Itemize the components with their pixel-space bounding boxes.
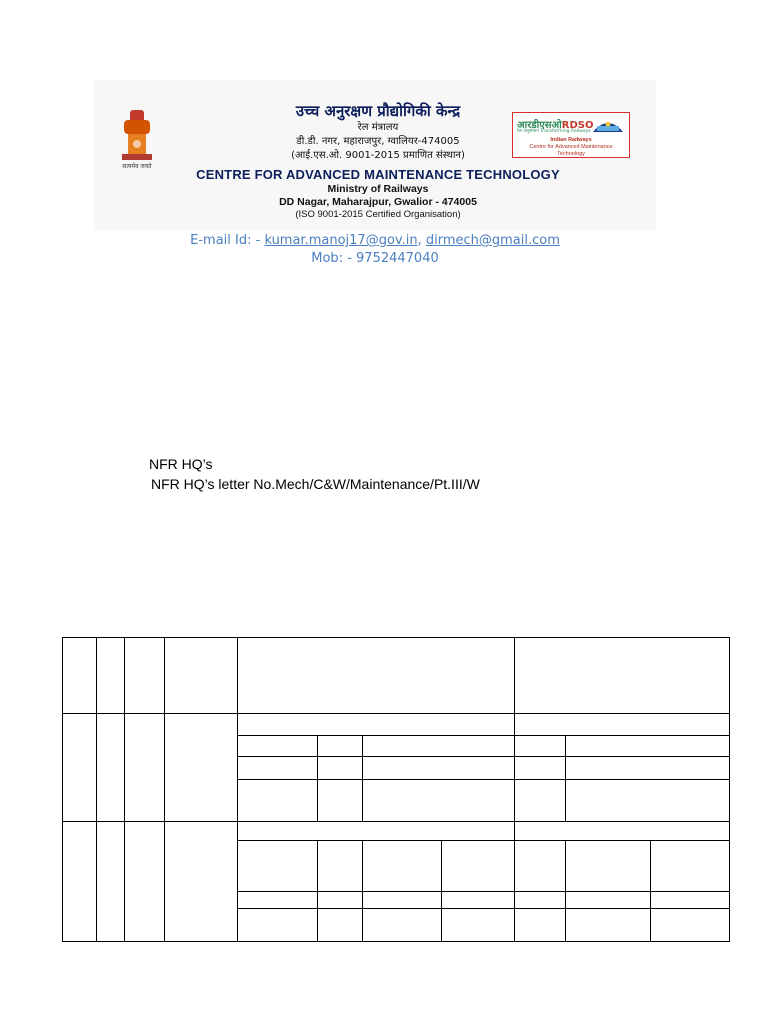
english-address: DD Nagar, Maharajpur, Gwalior - 474005 (279, 196, 477, 208)
reference-line-2: NFR HQ’s letter No.Mech/C&W/Maintenance/Pt.III/W (151, 476, 480, 492)
reference-line-1: NFR HQ’s (149, 456, 213, 472)
logo-text-english: RDSO (561, 120, 594, 131)
english-iso: (ISO 9001-2015 Certified Organisation) (295, 209, 461, 220)
email-link-secondary[interactable]: dirmech@gmail.com (425, 233, 560, 248)
english-title: CENTRE FOR ADVANCED MAINTENANCE TECHNOLOGY (196, 167, 560, 182)
mobile-line: Mob: - 9752447040 (311, 251, 439, 266)
logo-text-hindi: आरडीएसओ (517, 120, 562, 131)
hindi-title: उच्च अनुरक्षण प्रौद्योगिकी केन्द्र (295, 102, 461, 120)
emblem-caption: सत्यमेव जयते (122, 164, 152, 170)
logo-subtitle-line-1: Indian Railways (550, 137, 592, 143)
logo-tagline: रेल अनुसंधान Transforming Railways (517, 129, 591, 134)
logo-subtitle-line-2: Centre for Advanced Maintenance Technology (529, 144, 613, 157)
email-prefix: E-mail Id: - (190, 233, 265, 248)
english-ministry: Ministry of Railways (327, 183, 429, 195)
hindi-address: डी.डी. नगर, महाराजपुर, ग्वालियर-474005 (296, 136, 460, 147)
email-separator: , (417, 233, 426, 248)
email-link-primary[interactable]: kumar.manoj17@gov.in (264, 233, 418, 248)
hindi-iso: (आई.एस.ओ. 9001-2015 प्रमाणित संस्थान) (291, 150, 465, 161)
hindi-ministry: रेल मंत्रालय (357, 122, 399, 133)
table-border (63, 638, 730, 942)
